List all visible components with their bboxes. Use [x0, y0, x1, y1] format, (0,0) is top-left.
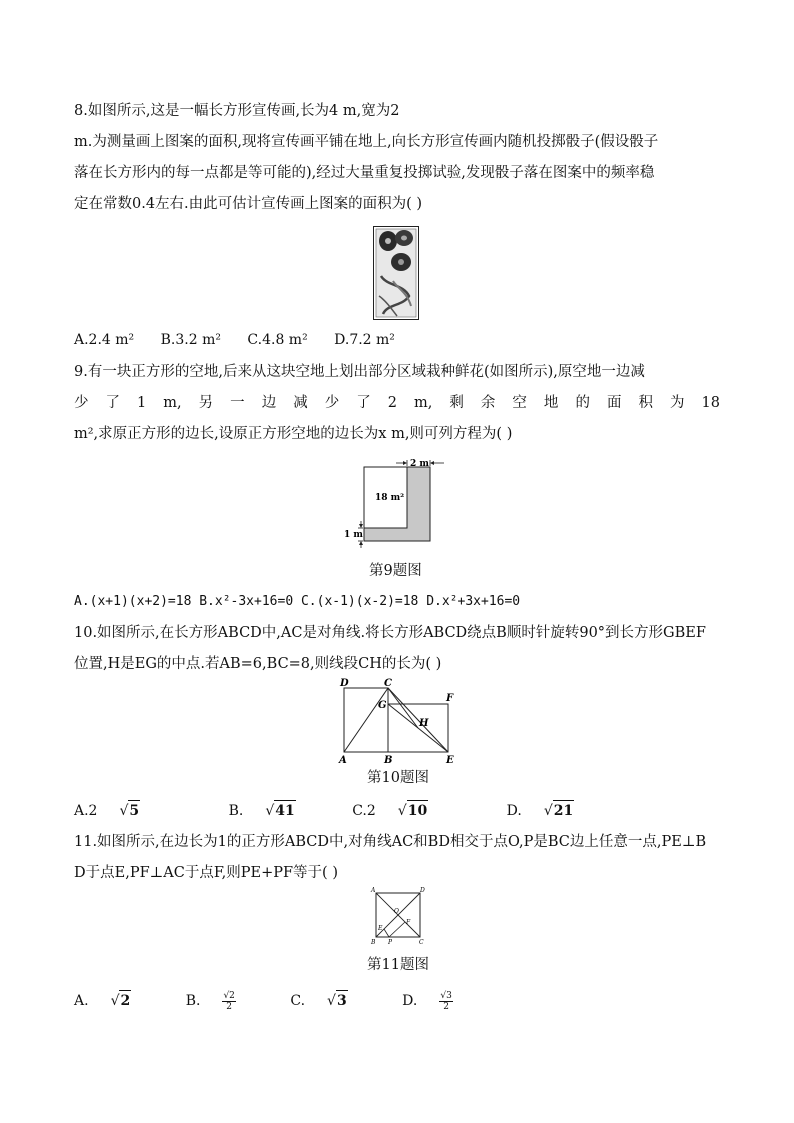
q9-label-1m: 1 m	[344, 530, 363, 540]
q9-label-area: 18 m²	[375, 493, 405, 503]
q11-option-c: C. √3	[290, 993, 391, 1009]
q11-label-C: C	[419, 939, 424, 946]
q11-option-a: A. √2	[74, 993, 175, 1009]
q9-caption: 第9题图	[369, 563, 422, 579]
q11-label-O: O	[394, 908, 399, 915]
q11-label-B: B	[371, 939, 376, 946]
q11-option-b: B. $\frac{√2}{2}$	[185, 990, 235, 1012]
q11-label-F: F	[406, 919, 411, 926]
q10-label-G: G	[378, 700, 387, 711]
q10-label-A: A	[339, 755, 347, 766]
q8-line-3: 落在长方形内的每一点都是等可能的),经过大量重复投掷试验,发现骰子落在图案中的频率稳	[74, 165, 655, 181]
q9-line-2: 少 了 1 m, 另 一 边 减 少 了 2 m, 剩 余 空 地 的 面 积 为 18	[74, 395, 720, 411]
q11-line-1: 11.如图所示,在边长为1的正方形ABCD中,对角线AC和BD相交于点O,P是BC边上任意一点,PE⊥B	[74, 834, 707, 850]
q8-option-d: D.7.2 m²	[334, 332, 395, 348]
q10-option-b: B. √41	[229, 803, 340, 819]
q10-label-F: F	[446, 693, 454, 704]
q8-option-c: C.4.8 m²	[247, 332, 308, 348]
q10-figure	[336, 676, 462, 766]
q8-option-a: A.2.4 m²	[74, 332, 135, 348]
q8-line-1: 8.如图所示,这是一幅长方形宣传画,长为4 m,宽为2	[74, 103, 400, 119]
q11-options	[74, 990, 519, 1012]
q10-caption: 第10题图	[367, 770, 429, 786]
q9-figure	[344, 455, 450, 549]
q11-label-P: P	[388, 939, 393, 946]
q11-figure	[368, 886, 428, 948]
q10-line-1: 10.如图所示,在长方形ABCD中,AC是对角线.将长方形ABCD绕点B顺时针旋转90°到长方形GBEF	[74, 625, 706, 641]
q8-line-2: m.为测量画上图案的面积,现将宣传画平铺在地上,向长方形宣传画内随机投掷骰子(假设骰子	[74, 134, 659, 150]
q10-line-2: 位置,H是EG的中点.若AB=6,BC=8,则线段CH的长为( )	[74, 656, 442, 672]
q11-label-D: D	[420, 887, 425, 894]
q10-option-c: C.2 √10	[352, 803, 472, 819]
q11-label-E: E	[378, 925, 383, 932]
q10-label-C: C	[384, 678, 392, 689]
q11-line-2: D于点E,PF⊥AC于点F,则PE+PF等于( )	[74, 865, 338, 881]
q9-line-1: 9.有一块正方形的空地,后来从这块空地上划出部分区域栽种鲜花(如图所示),原空地一边减	[74, 364, 645, 380]
q8-options	[74, 330, 417, 350]
q10-label-D: D	[340, 678, 349, 689]
q10-label-H: H	[419, 718, 429, 729]
q10-option-a: A.2 √5	[74, 803, 184, 819]
q11-caption: 第11题图	[367, 957, 429, 973]
q10-option-d: D. √21	[507, 803, 619, 819]
q10-label-B: B	[384, 755, 393, 766]
q11-label-A: A	[371, 887, 376, 894]
q8-line-4: 定在常数0.4左右.由此可估计宣传画上图案的面积为( )	[74, 196, 423, 212]
q11-option-d: D. $\frac{√3}{2}$	[402, 990, 452, 1012]
q9-options: A.(x+1)(x+2)=18 B.x²-3x+16=0 C.(x-1)(x-2)=18 D.x²+3x+16=0	[74, 594, 521, 609]
q9-label-2m: 2 m	[410, 459, 429, 469]
q10-label-E: E	[446, 755, 454, 766]
q9-line-3: m²,求原正方形的边长,设原正方形空地的边长为x m,则可列方程为( )	[74, 426, 513, 442]
q10-options	[74, 800, 640, 821]
q8-poster-figure	[373, 226, 419, 320]
q8-option-b: B.3.2 m²	[160, 332, 221, 348]
